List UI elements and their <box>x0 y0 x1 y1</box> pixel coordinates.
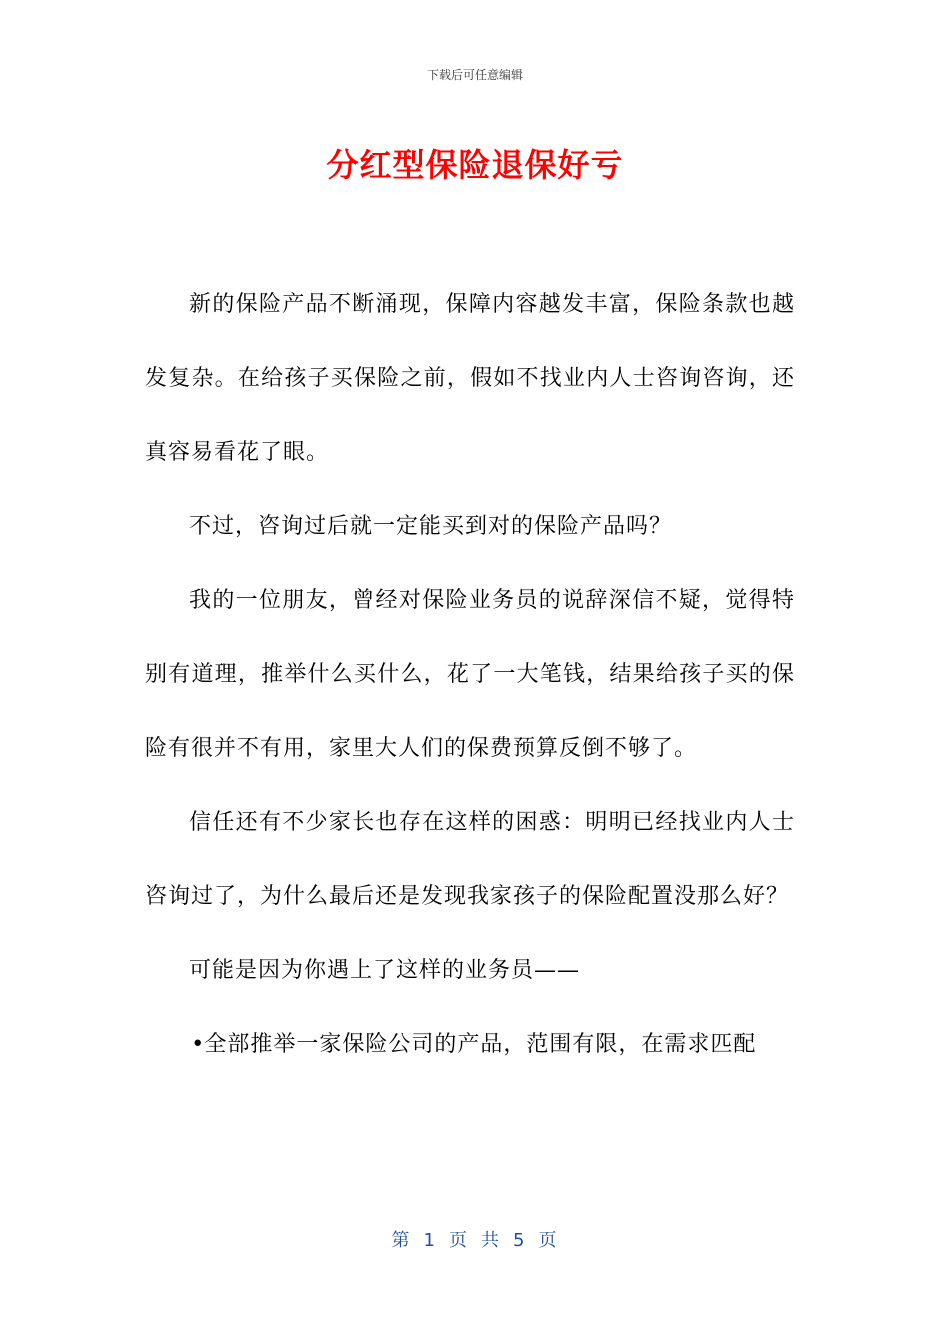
paragraph: 新的保险产品不断涌现，保障内容越发丰富，保险条款也越发复杂。在给孩子买保险之前，假如不找业内人士咨询咨询，还真容易看花了眼。 <box>145 292 795 465</box>
page-number: 1 <box>423 1230 437 1251</box>
total-label: 共 <box>481 1230 501 1251</box>
page-unit: 页 <box>449 1230 469 1251</box>
paragraph: 不过，咨询过后就一定能买到对的保险产品吗？ <box>189 514 673 539</box>
document-body <box>145 268 795 1082</box>
document-title: 分红型保险退保好亏 <box>326 146 624 184</box>
total-unit: 页 <box>538 1230 559 1251</box>
bullet-text: 全部推举一家保险公司的产品，范围有限，在需求匹配 <box>204 1032 757 1057</box>
paragraph: 信任还有不少家长也存在这样的困惑：明明已经找业内人士咨询过了，为什么最后还是发现我家孩子的保险配置没那么好？ <box>145 810 795 909</box>
paragraph: 可能是因为你遇上了这样的业务员—— <box>189 958 581 983</box>
page-label: 第 <box>391 1230 412 1251</box>
paragraph: 我的一位朋友，曾经对保险业务员的说辞深信不疑，觉得特别有道理，推举什么买什么，花了一大笔钱，结果给孩子买的保险有很并不有用，家里大人们的保费预算反倒不够了。 <box>145 588 795 761</box>
total-pages: 5 <box>513 1230 527 1251</box>
header-note: 下载后可任意编辑 <box>426 68 523 82</box>
page-footer <box>0 1226 950 1252</box>
bullet-item <box>145 1008 795 1082</box>
bullet-mark: • <box>191 1032 206 1057</box>
